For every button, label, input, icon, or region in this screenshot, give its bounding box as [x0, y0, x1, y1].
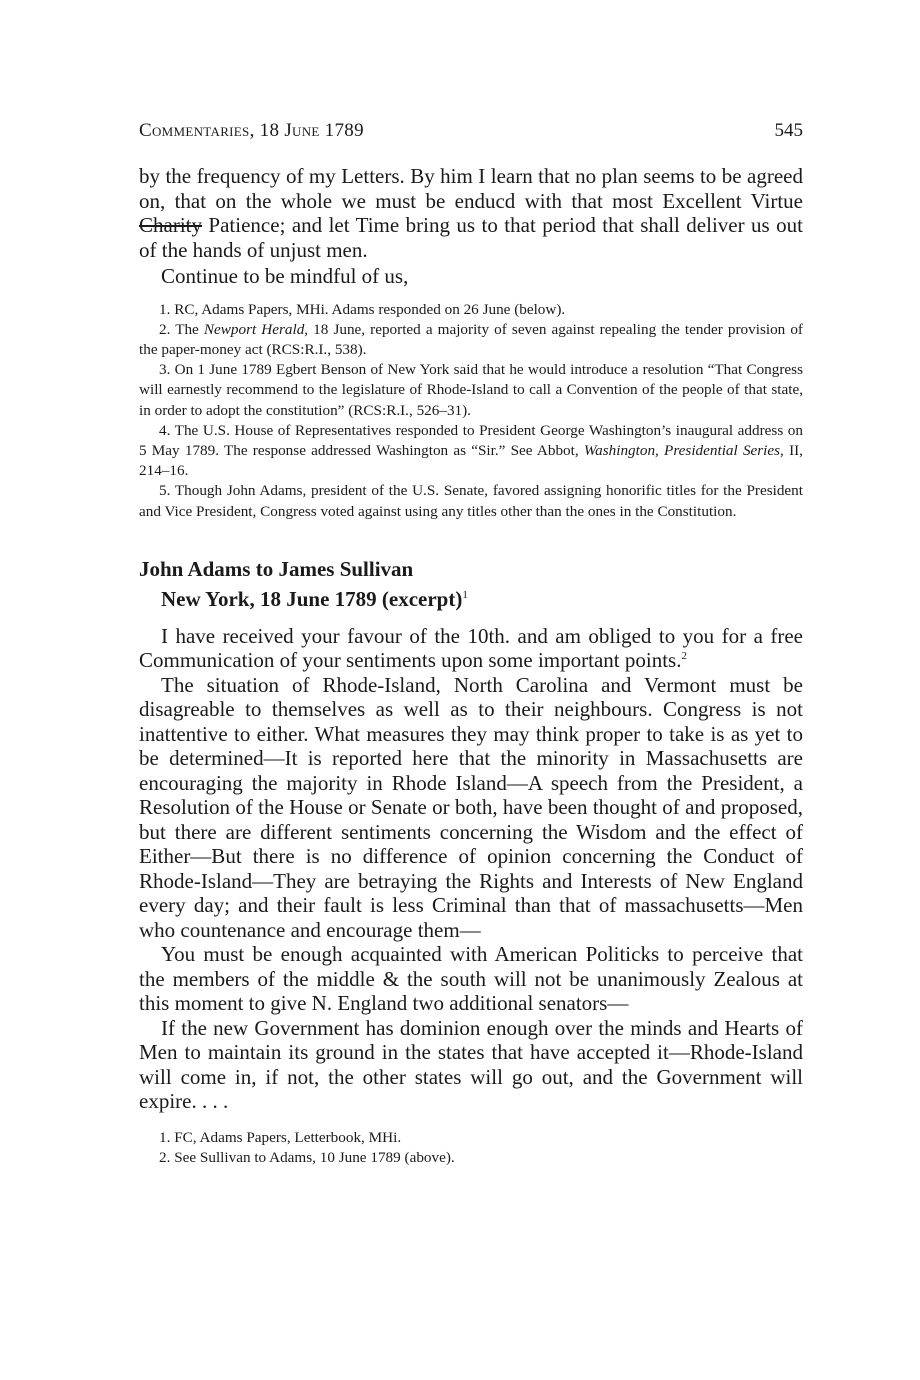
continuation-paragraph: by the frequency of my Letters. By him I learn that no plan seems to be agreed on, that on the whole we must be enducd with that most Excellent Virtue Charity Patience; and let Time bring us to that period that shall deliver us out of the hands of unjust men.	[139, 164, 803, 262]
footnote: 5. Though John Adams, president of the U.S. Senate, favored assigning honorific titles for the President and Vice President, Congress voted against using any titles other than the ones in the Constitution.	[139, 482, 803, 520]
letter-title-line1: John Adams to James Sullivan	[139, 556, 414, 581]
footnotes-previous	[139, 300, 803, 522]
footnotes-letter	[139, 1128, 803, 1168]
footnote: 2. See Sullivan to Adams, 10 June 1789 (above).	[159, 1148, 455, 1166]
footnote: 2. The Newport Herald, 18 June, reported a majority of seven against repealing the tender provision of the paper-money act (RCS:R.I., 538).	[139, 320, 803, 358]
continuation-text	[139, 164, 803, 289]
letter-body	[139, 624, 803, 1114]
footnote-ref: 1	[462, 588, 468, 601]
letter-paragraph: The situation of Rhode-Island, North Carolina and Vermont must be disagreable to themselves as well as to their neighbours. Congress is not inattentive to either. What measures they may think proper to take is as yet to be determined—It is reported here that the minority in Massachusetts are encouraging the majority in Rhode Island—A speech from the President, a Resolution of the House or Senate or both, have been thought of and proposed, but there are different sentiments concerning the Wisdom and the effect of Either—But there is no difference of opinion concerning the Conduct of Rhode-Island—They are betraying the Rights and Interests of New England every day; and their fault is less Criminal than that of massachusetts—Men who countenance and encourage them—	[139, 672, 803, 942]
letter-section	[139, 556, 803, 1168]
letter-title	[139, 556, 803, 612]
struck-word: Charity	[139, 213, 202, 237]
letter-title-line2: New York, 18 June 1789 (excerpt)$^1$	[161, 586, 468, 611]
document-page	[139, 120, 803, 1168]
letter-paragraph: If the new Government has dominion enough over the minds and Hearts of Men to maintain its ground in the states that have accepted it—Rhode-Island will come in, if not, the other states will go out, and the Government will expire. . . .	[139, 1015, 803, 1114]
closing-line: Continue to be mindful of us,	[161, 264, 409, 288]
footnote-ref: 2	[681, 650, 687, 663]
page-number: 545	[774, 120, 803, 141]
page-header	[139, 120, 803, 142]
letter-paragraph: You must be enough acquainted with American Politicks to perceive that the members of the middle & the south will not be unanimously Zealous at this moment to give N. England two additional senators—	[139, 942, 803, 1016]
footnote: 1. FC, Adams Papers, Letterbook, MHi.	[159, 1128, 402, 1146]
footnote: 1. RC, Adams Papers, MHi. Adams responded on 26 June (below).	[159, 300, 566, 318]
footnote: 3. On 1 June 1789 Egbert Benson of New York said that he would introduce a resolution “That Congress will earnestly recommend to the legislature of Rhode-Island to call a Convention of the people of that state, in order to adopt the constitution” (RCS:R.I., 526–31).	[139, 361, 803, 419]
running-head: Commentaries, 18 June 1789	[139, 120, 364, 141]
footnote: 4. The U.S. House of Representatives responded to President George Washington’s inaugural address on 5 May 1789. The response addressed Washington as “Sir.” See Abbot, Washington, Presidential Series, II, 214–16.	[139, 421, 803, 480]
letter-paragraph: I have received your favour of the 10th. and am obliged to you for a free Communication of your sentiments upon some important points.$^2$	[139, 623, 803, 673]
